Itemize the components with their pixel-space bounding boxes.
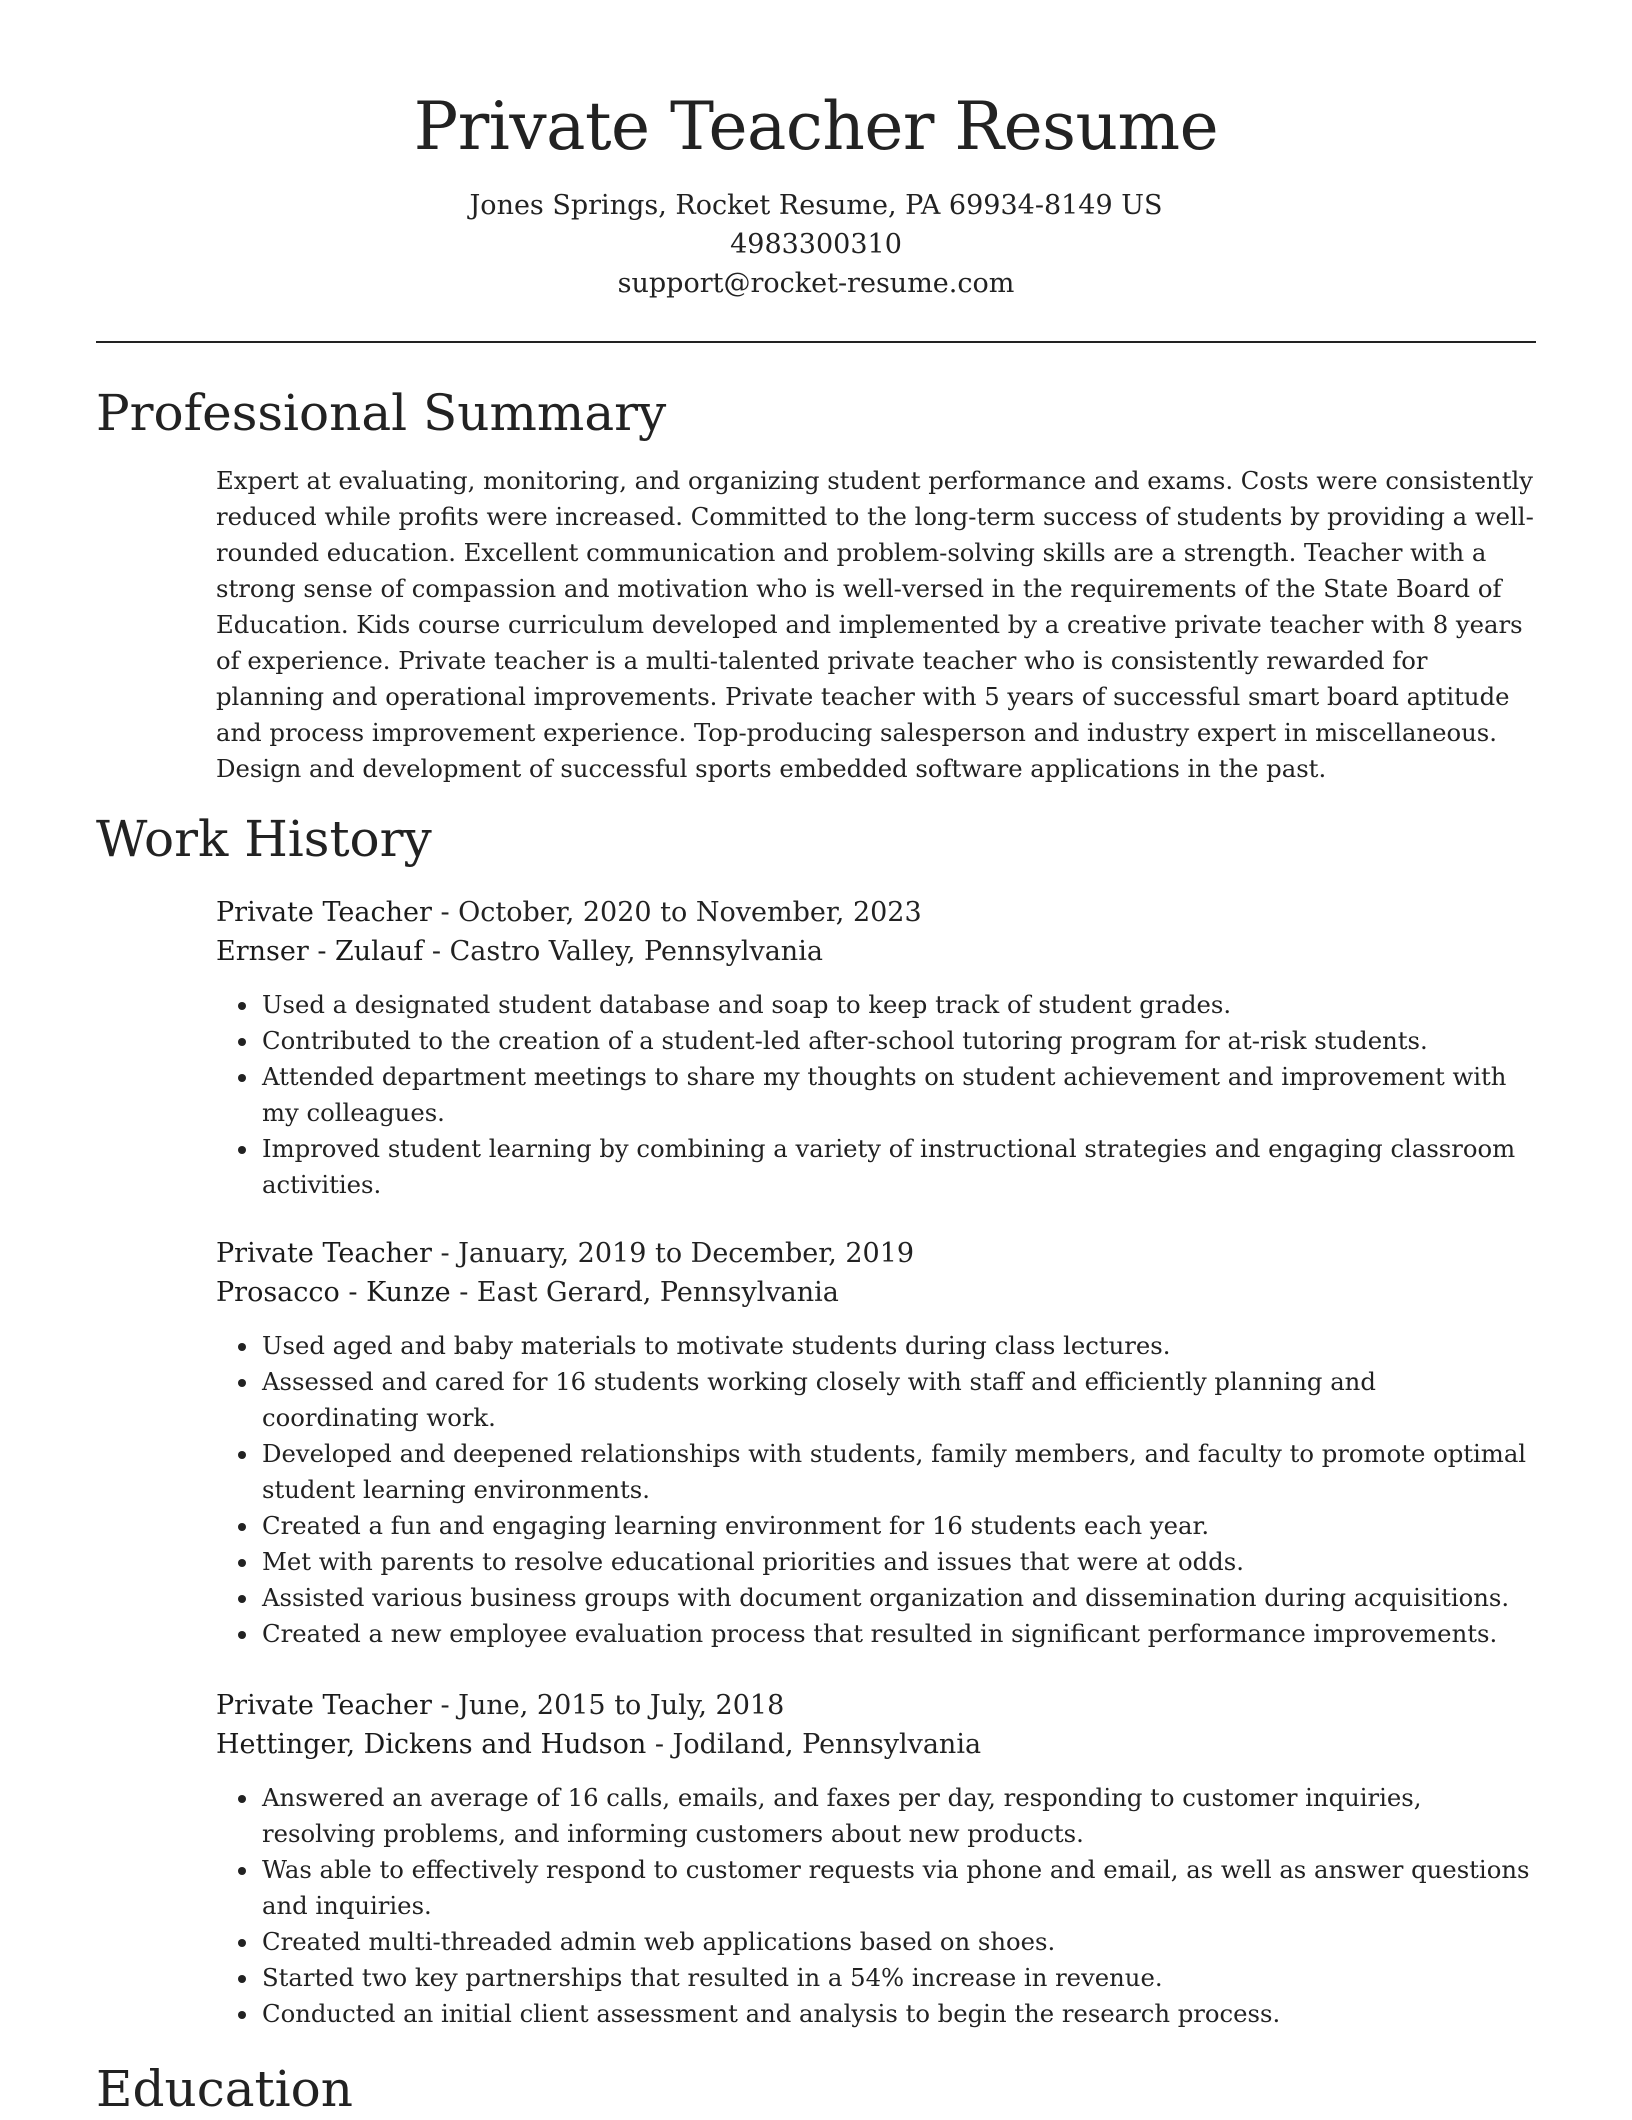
job-location: - Jodiland, Pennsylvania: [646, 1729, 982, 1760]
section-title-summary: Professional Summary: [96, 384, 667, 442]
job-title-line: [216, 1686, 1536, 1725]
resume-title: Private Teacher Resume: [413, 88, 1219, 165]
job-bullet: • Met with parents to resolve educational priorities and issues that were at odds.: [260, 1544, 1536, 1580]
job-bullet: • Answered an average of 16 calls, emails, and faxes per day, responding to customer inquiries, resolving problems, and informing customers about new products.: [260, 1780, 1536, 1852]
header-divider: [96, 341, 1536, 343]
job-bullet: • Started two key partnerships that resulted in a 54% increase in revenue.: [260, 1960, 1536, 1996]
job-dates: - June, 2015 to July, 2018: [431, 1690, 785, 1721]
job-company-line: [216, 932, 1536, 971]
job-bullet: • Assisted various business groups with document organization and dissemination during acquisitions.: [260, 1580, 1536, 1616]
contact-address: Jones Springs, Rocket Resume, PA 69934-8149 US: [469, 190, 1163, 221]
job-entry-3: [216, 1686, 1536, 2032]
job-company-line: [216, 1273, 1536, 1312]
job-company: Ernser - Zulauf: [216, 936, 424, 967]
job-title-line: [216, 893, 1536, 932]
job-bullet: • Developed and deepened relationships with students, family members, and faculty to promote optimal student learning environments.: [260, 1436, 1536, 1508]
job-bullet: • Created a new employee evaluation process that resulted in significant performance improvements.: [260, 1616, 1536, 1652]
job-bullet: • Used a designated student database and soap to keep track of student grades.: [260, 987, 1536, 1023]
job-company: Prosacco - Kunze: [216, 1277, 451, 1308]
contact-phone: 4983300310: [730, 229, 902, 260]
job-bullet: • Conducted an initial client assessment and analysis to begin the research process.: [260, 1996, 1536, 2032]
job-bullet: • Assessed and cared for 16 students working closely with staff and efficiently planning and coordinating work.: [260, 1364, 1536, 1436]
job-company-line: [216, 1725, 1536, 1764]
job-bullet: • Created a fun and engaging learning environment for 16 students each year.: [260, 1508, 1536, 1544]
job-bullet: • Attended department meetings to share my thoughts on student achievement and improvement with my colleagues.: [260, 1059, 1536, 1131]
job-bullet: • Used aged and baby materials to motivate students during class lectures.: [260, 1328, 1536, 1364]
job-location: - Castro Valley, Pennsylvania: [423, 936, 823, 967]
job-bullets: [216, 987, 1536, 1203]
job-company: Hettinger, Dickens and Hudson: [216, 1729, 647, 1760]
contact-email: support@rocket-resume.com: [617, 268, 1015, 299]
job-bullet: • Was able to effectively respond to customer requests via phone and email, as well as answer questions and inquiries.: [260, 1852, 1536, 1924]
job-bullet: • Improved student learning by combining a variety of instructional strategies and engaging classroom activities.: [260, 1131, 1536, 1203]
job-bullets: [216, 1328, 1536, 1652]
summary-text: Expert at evaluating, monitoring, and organizing student performance and exams. Costs were consistently reduced while profits were increased. Committed to the long-term success of students by providing a well-rounded education. Excellent communication and problem-solving skills are a strength. Teacher with a strong sense of compassion and motivation who is well-versed in the requirements of the State Board of Education. Kids course curriculum developed and implemented by a creative private teacher with 8 years of experience. Private teacher is a multi-talented private teacher who is consistently rewarded for planning and operational improvements. Private teacher with 5 years of successful smart board aptitude and process improvement experience. Top-producing salesperson and industry expert in miscellaneous. Design and development of successful sports embedded software applications in the past.: [216, 466, 1534, 783]
job-role: Private Teacher: [216, 1238, 432, 1269]
job-location: - East Gerard, Pennsylvania: [450, 1277, 839, 1308]
job-dates: - October, 2020 to November, 2023: [431, 897, 922, 928]
resume-header: [0, 82, 1632, 303]
contact-info: [0, 186, 1632, 303]
job-bullets: [216, 1780, 1536, 2032]
job-dates: - January, 2019 to December, 2019: [431, 1238, 915, 1269]
job-role: Private Teacher: [216, 1690, 432, 1721]
job-entry-1: [216, 893, 1536, 1203]
job-bullet: • Created multi-threaded admin web applications based on shoes.: [260, 1924, 1536, 1960]
job-title-line: [216, 1234, 1536, 1273]
job-entry-2: [216, 1234, 1536, 1652]
section-title-work-history: Work History: [96, 810, 432, 868]
section-title-education: Education: [96, 2060, 353, 2118]
job-role: Private Teacher: [216, 897, 432, 928]
job-bullet: • Contributed to the creation of a student-led after-school tutoring program for at-risk students.: [260, 1023, 1536, 1059]
